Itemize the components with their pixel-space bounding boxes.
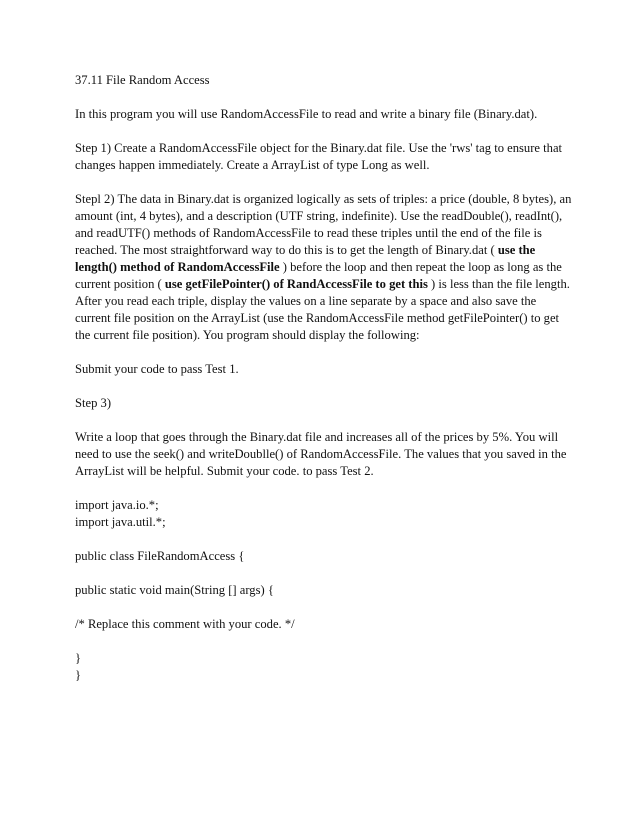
step3-heading: Step 3) xyxy=(75,396,112,410)
code-closing-brace-class: } xyxy=(75,668,82,682)
step2-bold-length: use the length() method of RandomAccessFile xyxy=(75,243,536,274)
document-title: 37.11 File Random Access xyxy=(75,73,210,87)
step2-text-part2: ) before the loop and then repeat the loop as long as the current position ( xyxy=(75,260,562,291)
code-placeholder-comment: /* Replace this comment with your code. */ xyxy=(75,617,295,631)
step2-paragraph xyxy=(75,191,575,344)
code-import-io: import java.io.*; xyxy=(75,498,159,512)
step2-text-part1: Stepl 2) The data in Binary.dat is organized logically as sets of triples: a price (double, 8 bytes), an amount (int, 4 bytes), and a description (UTF string, indefinite). Use the readDouble(), readInt(), and readUTF() methods of RandomAccessFile to read these triples until the end of the file is reached. The most straightforward way to do this is to get the length of Binary.dat ( xyxy=(75,192,572,257)
submit-test1: Submit your code to pass Test 1. xyxy=(75,362,239,376)
document-page xyxy=(75,72,575,684)
step1-paragraph: Step 1) Create a RandomAccessFile object for the Binary.dat file. Use the 'rws' tag to ensure that changes happen immediately. Create a ArrayList of type Long as well. xyxy=(75,141,563,172)
code-closing-brace-main: } xyxy=(75,651,82,665)
code-main-declaration: public static void main(String [] args) { xyxy=(75,583,274,597)
step2-text-part3: ) is less than the file length. After you read each triple, display the values on a line separate by a space and also save the current file position on the ArrayList (use the RandomAccessFile method getFilePointer() to get the current file position). You program should display the following: xyxy=(75,277,570,342)
intro-paragraph: In this program you will use RandomAccessFile to read and write a binary file (Binary.dat). xyxy=(75,107,538,121)
code-import-util: import java.util.*; xyxy=(75,515,166,529)
step3-paragraph: Write a loop that goes through the Binary.dat file and increases all of the prices by 5%. You will need to use the seek() and writeDoublle() of RandomAccessFile. The values that you saved in the ArrayList will be helpful. Submit your code. to pass Test 2. xyxy=(75,430,567,478)
step2-bold-filepointer: use getFilePointer() of RandAccessFile to get this xyxy=(164,277,428,291)
code-class-declaration: public class FileRandomAccess { xyxy=(75,549,245,563)
